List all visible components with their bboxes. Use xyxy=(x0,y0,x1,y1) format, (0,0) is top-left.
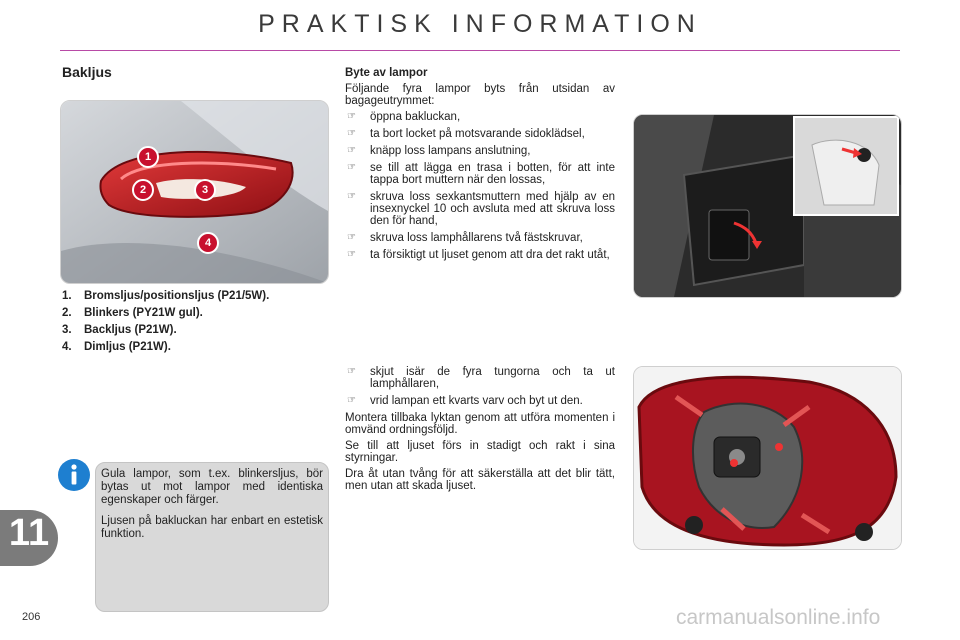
replace-intro: Följande fyra lampor byts från utsidan av bagageutrymmet: xyxy=(345,83,615,107)
list-item: ☞ se till att lägga en trasa i botten, för att inte tappa bort muttern när den lossas, xyxy=(347,162,615,186)
lamp-list xyxy=(62,290,332,358)
list-item: ☞ skruva loss sexkantsmuttern med hjälp av en insexnyckel 10 och avsluta med att skruva loss den för hand, xyxy=(347,191,615,227)
watermark: carmanualsonline.info xyxy=(676,606,881,629)
callout-3: 3 xyxy=(194,179,216,201)
list-item: ☞ vrid lampan ett kvarts varv och byt ut den. xyxy=(347,395,583,407)
list-item: 1. Bromsljus/positionsljus (P21/5W). xyxy=(62,290,270,302)
list-item: ☞ ta försiktigt ut ljuset genom att dra det rakt utåt, xyxy=(347,249,610,261)
page-header-title: PRAKTISK INFORMATION xyxy=(258,10,702,38)
list-item: ☞ ta bort locket på motsvarande sidoklädsel, xyxy=(347,128,585,140)
header-divider xyxy=(60,50,900,51)
list-item: ☞ skruva loss lamphållarens två fästskruvar, xyxy=(347,232,583,244)
callout-4: 4 xyxy=(197,232,219,254)
callout-2: 2 xyxy=(132,179,154,201)
pointer-icon: ☞ xyxy=(347,366,356,377)
closing-paragraph: Montera tillbaka lyktan genom att utföra momenten i omvänd ordningsföljd. xyxy=(345,412,615,436)
replace-title: Byte av lampor xyxy=(345,67,428,79)
page-number: 206 xyxy=(22,611,41,623)
steps-list xyxy=(345,111,615,261)
replace-steps-block-2 xyxy=(345,366,615,496)
tail-lamp-photo xyxy=(60,100,329,284)
info-paragraph: Gula lampor, som t.ex. blinkersljus, bör bytas ut mot lampor med identiska egenskaper och färger. xyxy=(101,468,323,506)
list-item: 4. Dimljus (P21W). xyxy=(62,341,171,353)
closing-paragraph: Dra åt utan tvång för att säkerställa att det blir tätt, men utan att skada ljuset. xyxy=(345,468,615,492)
list-item: ☞ knäpp loss lampans anslutning, xyxy=(347,145,531,157)
list-item: ☞ skjut isär de fyra tungorna och ta ut lamphållaren, xyxy=(347,366,615,390)
callout-1: 1 xyxy=(137,146,159,168)
pointer-icon: ☞ xyxy=(347,128,356,139)
info-paragraph: Ljusen på bakluckan har enbart en estetisk funktion. xyxy=(101,515,323,540)
list-item: 3. Backljus (P21W). xyxy=(62,324,177,336)
pointer-icon: ☞ xyxy=(347,145,356,156)
chapter-number: 11 xyxy=(8,512,50,554)
pointer-icon: ☞ xyxy=(347,395,356,406)
replace-steps-block xyxy=(345,67,615,266)
pointer-icon: ☞ xyxy=(347,232,356,243)
pointer-icon: ☞ xyxy=(347,111,356,122)
info-icon xyxy=(57,458,91,492)
list-item: ☞ öppna bakluckan, xyxy=(347,111,461,123)
info-text xyxy=(101,468,323,549)
pointer-icon: ☞ xyxy=(347,162,356,173)
list-item: 2. Blinkers (PY21W gul). xyxy=(62,307,203,319)
section-title: Bakljus xyxy=(62,64,112,80)
steps-list-2 xyxy=(345,366,615,407)
pointer-icon: ☞ xyxy=(347,191,356,202)
closing-paragraph: Se till att ljuset förs in stadigt och rakt i sina styrningar. xyxy=(345,440,615,464)
pointer-icon: ☞ xyxy=(347,249,356,260)
lamp-holder-photo xyxy=(633,366,902,550)
trunk-photo xyxy=(633,114,902,298)
